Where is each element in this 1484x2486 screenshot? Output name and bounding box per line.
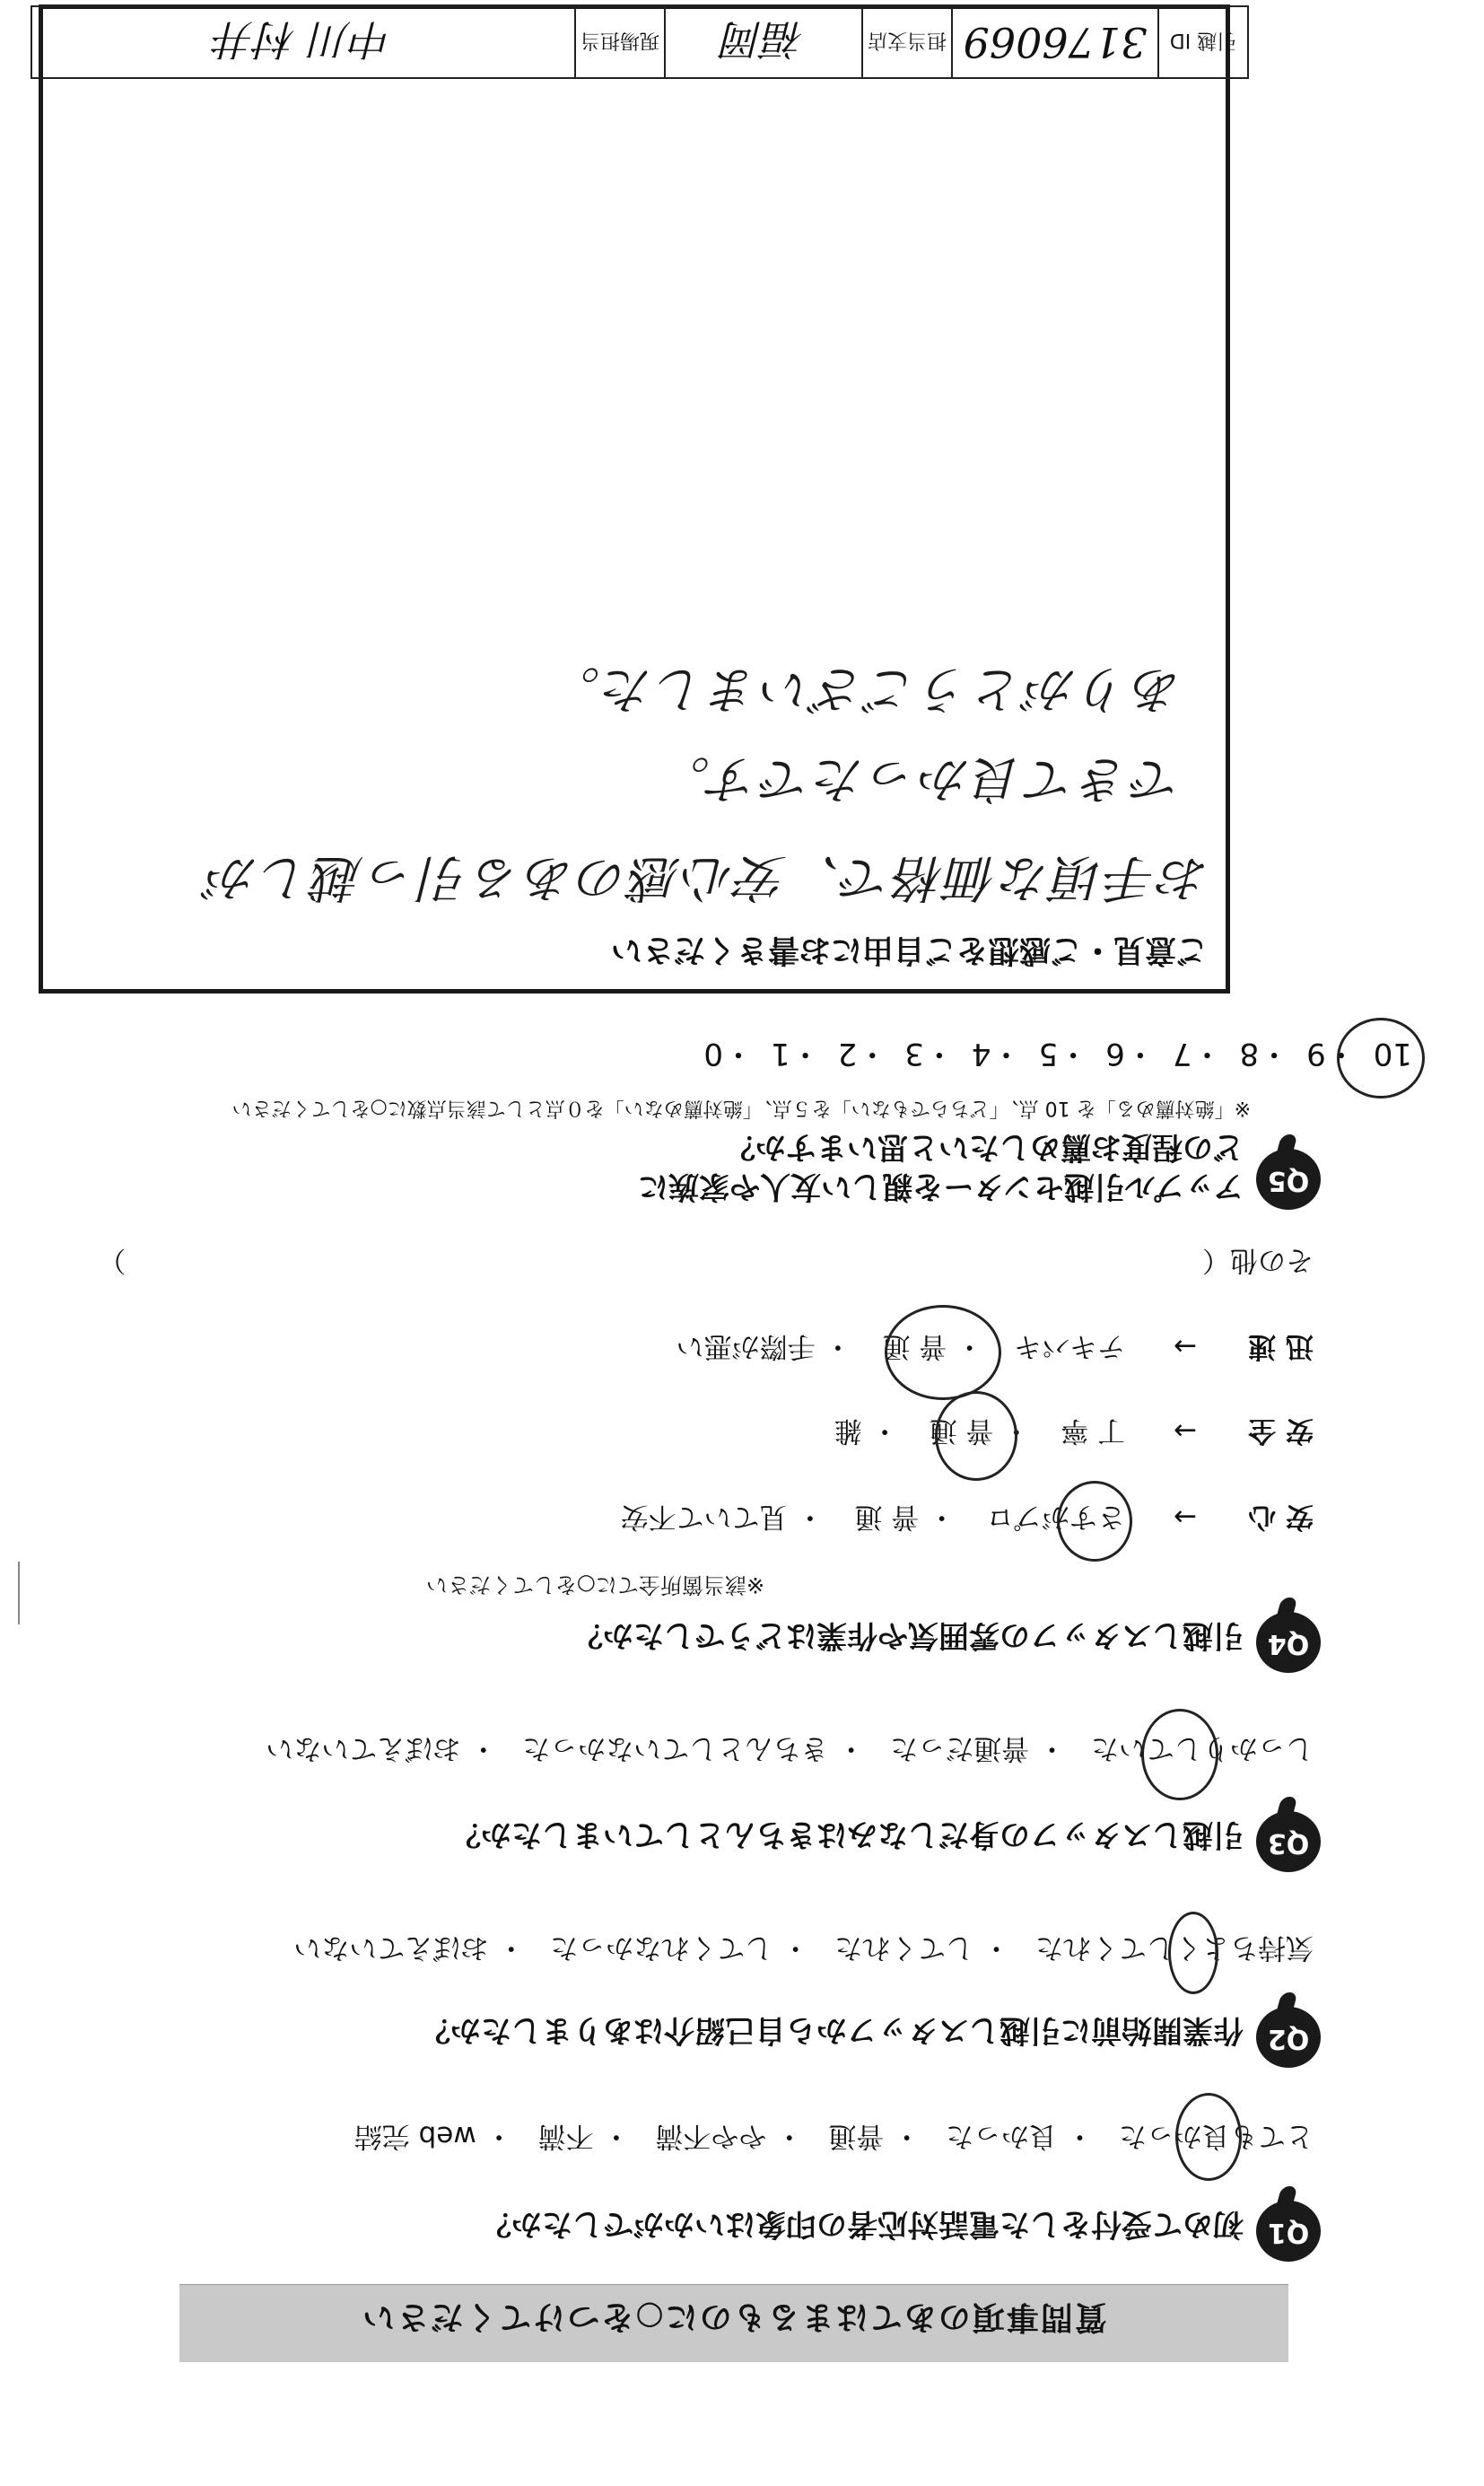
- staff-label-id: 引越 ID: [1157, 7, 1247, 77]
- q5-score[interactable]: 7: [1172, 1036, 1192, 1072]
- q1-option[interactable]: 良かった: [946, 2120, 1058, 2152]
- q2-option[interactable]: 気持ちよくしてくれた: [1035, 1931, 1314, 1964]
- q1-option[interactable]: やや不満: [655, 2120, 767, 2152]
- instruction-band: [179, 2284, 1288, 2362]
- arrow-icon: →: [1174, 1501, 1197, 1533]
- q1-selection-circle: [1175, 2093, 1242, 2181]
- q4-other-close: ）: [98, 1244, 127, 1276]
- arrow-icon: →: [1174, 1330, 1197, 1362]
- q1-option[interactable]: 不満: [537, 2120, 594, 2152]
- staff-table: [31, 5, 1249, 79]
- q4-row-anshin: 安 心→ さすがプロ・ 普 通・ 見ていて不安: [590, 1500, 1314, 1540]
- q2-option[interactable]: してくれなかった: [550, 1931, 773, 1964]
- q3-option[interactable]: きちんとしていなかった: [522, 1732, 829, 1764]
- staff-value-id: 3176069: [951, 7, 1157, 77]
- q3-option[interactable]: しっかりしていた: [1091, 1732, 1314, 1764]
- q5-badge: Q5: [1256, 1149, 1321, 1210]
- q1-badge: Q1: [1256, 2201, 1321, 2262]
- q3-options: しっかりしていた・ 普通だった・ きちんとしていなかった・ おぼえていない: [266, 1732, 1314, 1764]
- q4-badge: Q4: [1256, 1612, 1321, 1673]
- q4-jinsoku-selection-circle: [885, 1305, 1001, 1400]
- q5-selection-circle: [1337, 1018, 1425, 1099]
- q4-option[interactable]: さすがプロ: [986, 1501, 1126, 1533]
- q5-score[interactable]: 3: [904, 1036, 924, 1072]
- q3-option[interactable]: 普通だった: [890, 1732, 1030, 1764]
- scan-mark: [18, 1562, 20, 1624]
- staff-label-crew: 現場担当: [574, 7, 664, 77]
- q5-score[interactable]: 6: [1105, 1036, 1125, 1072]
- q4-option[interactable]: 見ていて不安: [620, 1501, 788, 1533]
- q4-option[interactable]: 普 通: [882, 1330, 947, 1362]
- q2-question: 作業開始前に引越しスタッフから自己紹介はありましたか？: [420, 2012, 1244, 2048]
- instruction-text: 質問事項のあてはまるものに○をつけてください: [361, 2298, 1107, 2335]
- q2-option[interactable]: おぼえていない: [293, 1931, 489, 1964]
- comments-box[interactable]: [39, 4, 1230, 994]
- q5-question-line2: どの程度お薦めしたいと思いますか？: [725, 1129, 1244, 1165]
- q3-option[interactable]: おぼえていない: [266, 1732, 461, 1764]
- q4-option[interactable]: 丁 寧: [1061, 1414, 1126, 1447]
- q1-option[interactable]: web 完結: [354, 2120, 476, 2152]
- q3-question: 引越しスタッフの身だしなみはきちんとしていましたか？: [450, 1816, 1244, 1852]
- handwritten-line: できて良かったです。: [657, 749, 1183, 808]
- q4-row-jinsoku: 迅 速→ テキパキ・ 普 通・ 手際が悪い: [646, 1329, 1314, 1370]
- q3-badge: Q3: [1256, 1811, 1321, 1872]
- q4-other: [98, 1243, 1314, 1283]
- q3-selection-circle: [1141, 1709, 1218, 1800]
- q1-option[interactable]: 普通: [828, 2120, 885, 2152]
- q4-row-label: 安 心: [1248, 1501, 1314, 1533]
- q5-scale: 10・9・8・7・6・5・4・3・2・1・0: [703, 1036, 1412, 1072]
- q1-question: 初めて受付をした電話対応者の印象はいかがでしたか？: [481, 2206, 1244, 2242]
- q1-option[interactable]: とても良かった: [1119, 2120, 1314, 2152]
- q5-score[interactable]: 9: [1306, 1036, 1326, 1072]
- staff-label-branch: 担当支店: [861, 7, 951, 77]
- q4-option[interactable]: 普 通: [854, 1501, 920, 1533]
- q4-option[interactable]: 普 通: [929, 1414, 994, 1447]
- q5-score[interactable]: 10: [1373, 1036, 1412, 1072]
- q4-option[interactable]: テキパキ: [1014, 1330, 1126, 1362]
- q5-score[interactable]: 0: [703, 1036, 723, 1072]
- q1-options: とても良かった・ 良かった・ 普通・ やや不満・ 不満・ web 完結: [354, 2120, 1314, 2152]
- q4-row-label: 迅 速: [1248, 1330, 1314, 1362]
- handwritten-line: お手頃な価格で、安心感のある引っ越しが: [205, 848, 1209, 906]
- q4-option[interactable]: 雑: [834, 1414, 862, 1447]
- q4-note: ※該当箇所全てに○をしてください: [425, 1572, 764, 1598]
- q4-row-anzen: 安 全→ 丁 寧・ 普 通・ 雑: [804, 1414, 1314, 1454]
- q4-other-label: その他（: [1202, 1244, 1314, 1276]
- q5-score[interactable]: 2: [837, 1036, 858, 1072]
- q4-anshin-selection-circle: [1057, 1481, 1132, 1562]
- q2-options: 気持ちよくしてくれた・ してくれた・ してくれなかった・ おぼえていない: [293, 1931, 1314, 1964]
- q2-badge: Q2: [1256, 2007, 1321, 2068]
- q5-question-line1: アップル引越センターを親しい友人や家族に: [638, 1169, 1244, 1204]
- q5-note: ※「絶対薦める」を 10 点、「どちらでもない」を５点、「絶対薦めない」を０点として該当点数に○をしてください: [231, 1097, 1251, 1119]
- q4-anzen-selection-circle: [935, 1391, 1017, 1481]
- staff-value-crew: 中川 村井: [214, 15, 393, 64]
- q5-score[interactable]: 4: [971, 1036, 991, 1072]
- q5-score[interactable]: 8: [1239, 1036, 1260, 1072]
- q4-option[interactable]: 手際が悪い: [676, 1330, 816, 1362]
- q5-score[interactable]: 1: [770, 1036, 790, 1072]
- q5-score[interactable]: 5: [1038, 1036, 1059, 1072]
- q2-selection-circle: [1168, 1912, 1218, 1994]
- q4-question: 引越しスタッフの雰囲気や作業はどうでしたか？: [572, 1617, 1244, 1653]
- comments-title: ご意見・ご感想をご自由にお書きください: [610, 932, 1208, 967]
- staff-value-branch: 福岡: [664, 7, 861, 77]
- q4-row-label: 安 全: [1248, 1414, 1314, 1447]
- handwritten-line: ありがとうございました。: [547, 660, 1183, 718]
- q2-option[interactable]: してくれた: [834, 1931, 974, 1964]
- arrow-icon: →: [1174, 1414, 1197, 1447]
